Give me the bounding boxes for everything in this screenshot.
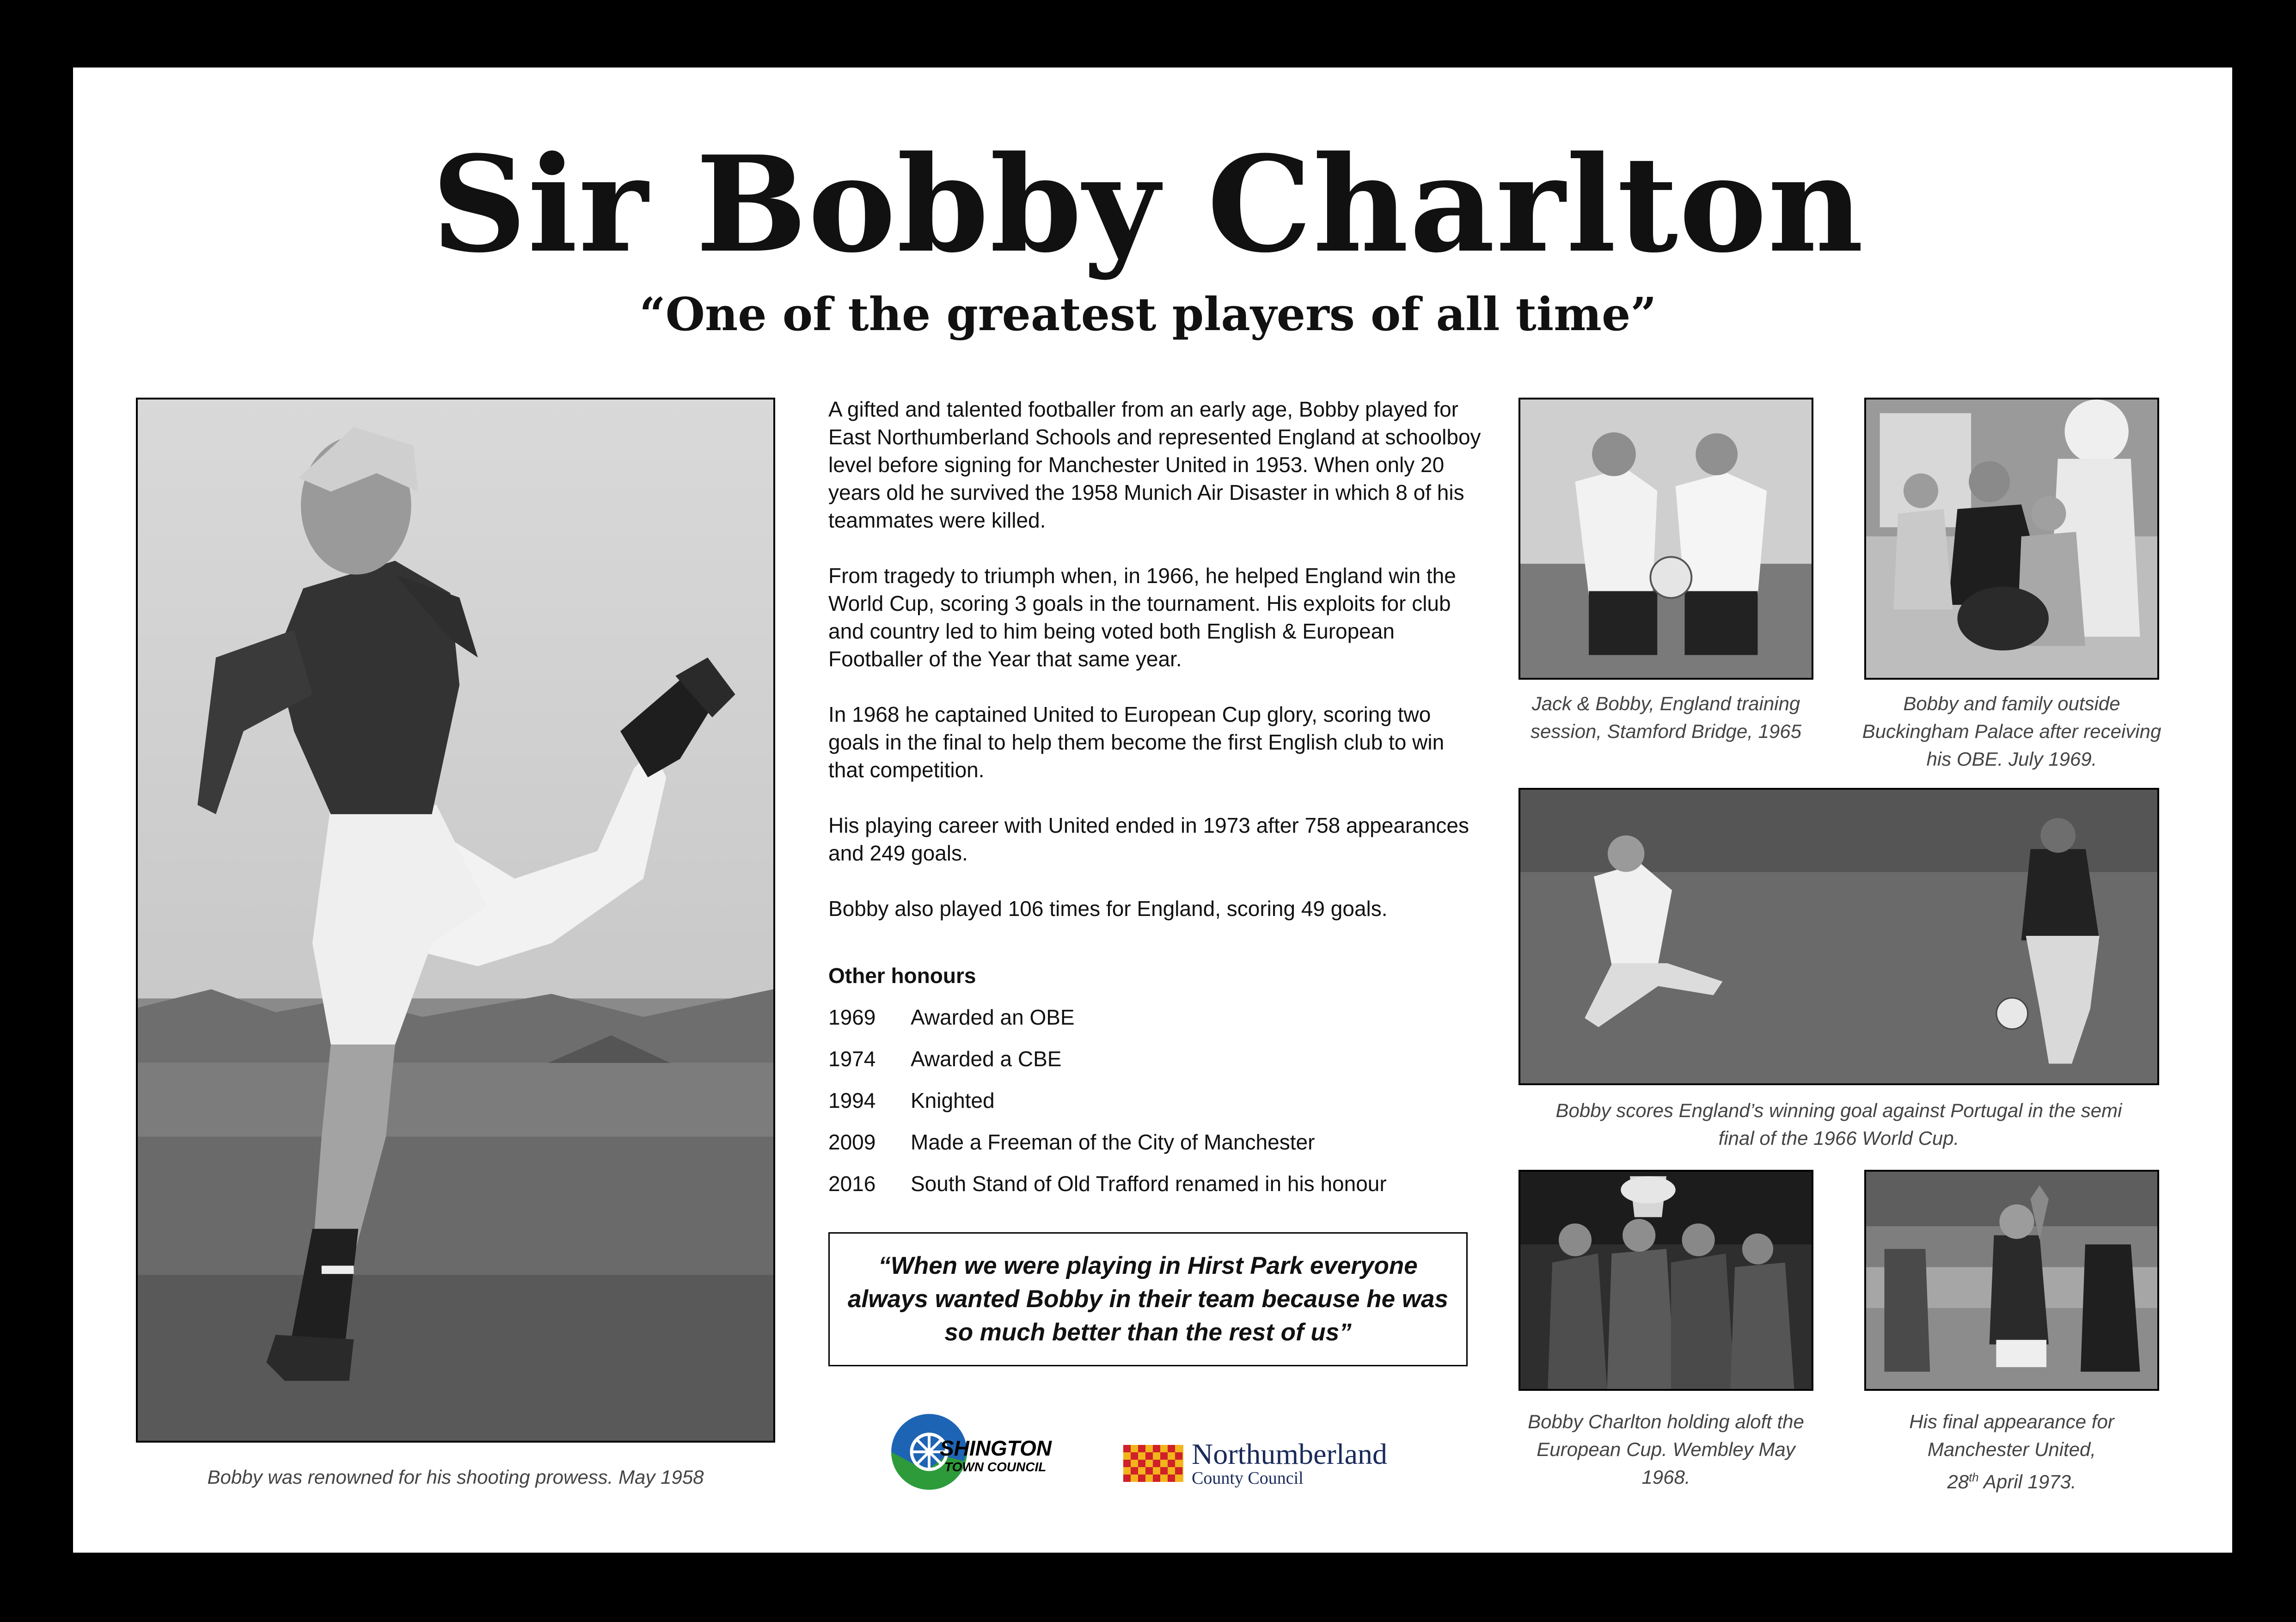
football-player-kicking-photo (138, 399, 773, 1441)
biography (828, 395, 1485, 950)
main-photo-caption: Bobby was renowned for his shooting prowess. May 1958 (207, 1466, 704, 1488)
honour-text: South Stand of Old Trafford renamed in his honour (911, 1172, 1387, 1196)
ashington-wheel-icon (890, 1410, 1065, 1493)
european-cup-photo-caption: Bobby Charlton holding aloft the European Cup. Wembley May 1968. (1528, 1411, 1804, 1488)
final-appearance-date-suffix: th (1969, 1470, 1979, 1484)
biography-paragraph: In 1968 he captained United to European Cup glory, scoring two goals in the final to help them become the first English club to win that competition. (828, 702, 1445, 782)
ashington-logo-name: SHINGTON (940, 1436, 1052, 1460)
training-session-photo (1520, 399, 1812, 678)
honour-text: Knighted (911, 1088, 995, 1112)
ncc-logo-name: Northumberland (1192, 1438, 1387, 1470)
northumberland-county-council-logo (1123, 1438, 1419, 1489)
page-subtitle: “One of the greatest players of all time” (639, 288, 1657, 341)
biography-paragraph: From tragedy to triumph when, in 1966, he helped England win the World Cup, scoring 3 goals in the tournament. His exploits for club and country led to him being voted both English & European Footballer of the Year that same year. (828, 564, 1456, 671)
european-cup-photo (1518, 1170, 1813, 1391)
quote-text: “When we were playing in Hirst Park everyone always wanted Bobby in their team because he was so much better than the rest of us” (848, 1252, 1448, 1346)
honour-item (828, 1170, 1485, 1211)
honour-item (828, 1087, 1485, 1128)
family-photo-caption: Bobby and family outside Buckingham Palace after receiving his OBE. July 1969. (1862, 693, 2161, 770)
ashington-logo-sub: TOWN COUNCIL (944, 1460, 1047, 1474)
biography-paragraph: Bobby also played 106 times for England, scoring 49 goals. (828, 897, 1388, 921)
northumberland-flag-icon (1123, 1443, 1183, 1484)
ashington-town-council-logo (890, 1410, 1065, 1493)
honour-text: Made a Freeman of the City of Manchester (911, 1130, 1315, 1154)
world-cup-semi-final-photo (1520, 790, 2157, 1083)
final-appearance-photo (1864, 1170, 2159, 1391)
final-appearance-old-trafford-photo (1866, 1172, 2157, 1389)
training-photo-caption: Jack & Bobby, England training session, Stamford Bridge, 1965 (1531, 693, 1801, 742)
final-appearance-caption-line: His final appearance for (1909, 1411, 2114, 1432)
european-cup-trophy-photo (1520, 1172, 1812, 1389)
honour-item (828, 1045, 1485, 1087)
honours-heading: Other honours (828, 964, 976, 988)
training-photo (1518, 398, 1813, 680)
honour-year: 1974 (828, 1047, 876, 1071)
final-appearance-date-rest: April 1973. (1978, 1471, 2076, 1493)
page-title: Sir Bobby Charlton (431, 127, 1865, 282)
honour-text: Awarded a CBE (911, 1047, 1062, 1071)
honour-year: 1969 (828, 1005, 876, 1029)
honour-item (828, 1003, 1485, 1045)
honour-year: 2009 (828, 1130, 876, 1154)
family-photo (1864, 398, 2159, 680)
family-obe-photo (1866, 399, 2157, 678)
final-appearance-date-day: 28 (1947, 1471, 1969, 1493)
honours-list (828, 1003, 1485, 1211)
quote-box (828, 1232, 1468, 1366)
final-appearance-caption-line: Manchester United, (1927, 1438, 2096, 1460)
honour-item (828, 1128, 1485, 1170)
world-cup-photo (1518, 788, 2159, 1085)
main-photo (136, 398, 775, 1443)
final-appearance-date (1860, 1463, 2164, 1496)
final-appearance-photo-caption (1860, 1408, 2164, 1496)
ncc-logo-sub: County Council (1192, 1468, 1304, 1488)
world-cup-photo-caption: Bobby scores England’s winning goal against Portugal in the semi final of the 1966 World Cup. (1555, 1100, 2122, 1149)
biography-paragraph: His playing career with United ended in 1973 after 758 appearances and 249 goals. (828, 813, 1469, 865)
honour-year: 1994 (828, 1088, 876, 1112)
honour-year: 2016 (828, 1172, 876, 1196)
biography-paragraph: A gifted and talented footballer from an early age, Bobby played for East Northumberland Schools and represented England at schoolboy level before signing for Manchester United in 1953. When only 20 years old he survived the 1958 Munich Air Disaster in which 8 of his teammates were killed. (828, 397, 1481, 532)
honour-text: Awarded an OBE (911, 1005, 1075, 1029)
